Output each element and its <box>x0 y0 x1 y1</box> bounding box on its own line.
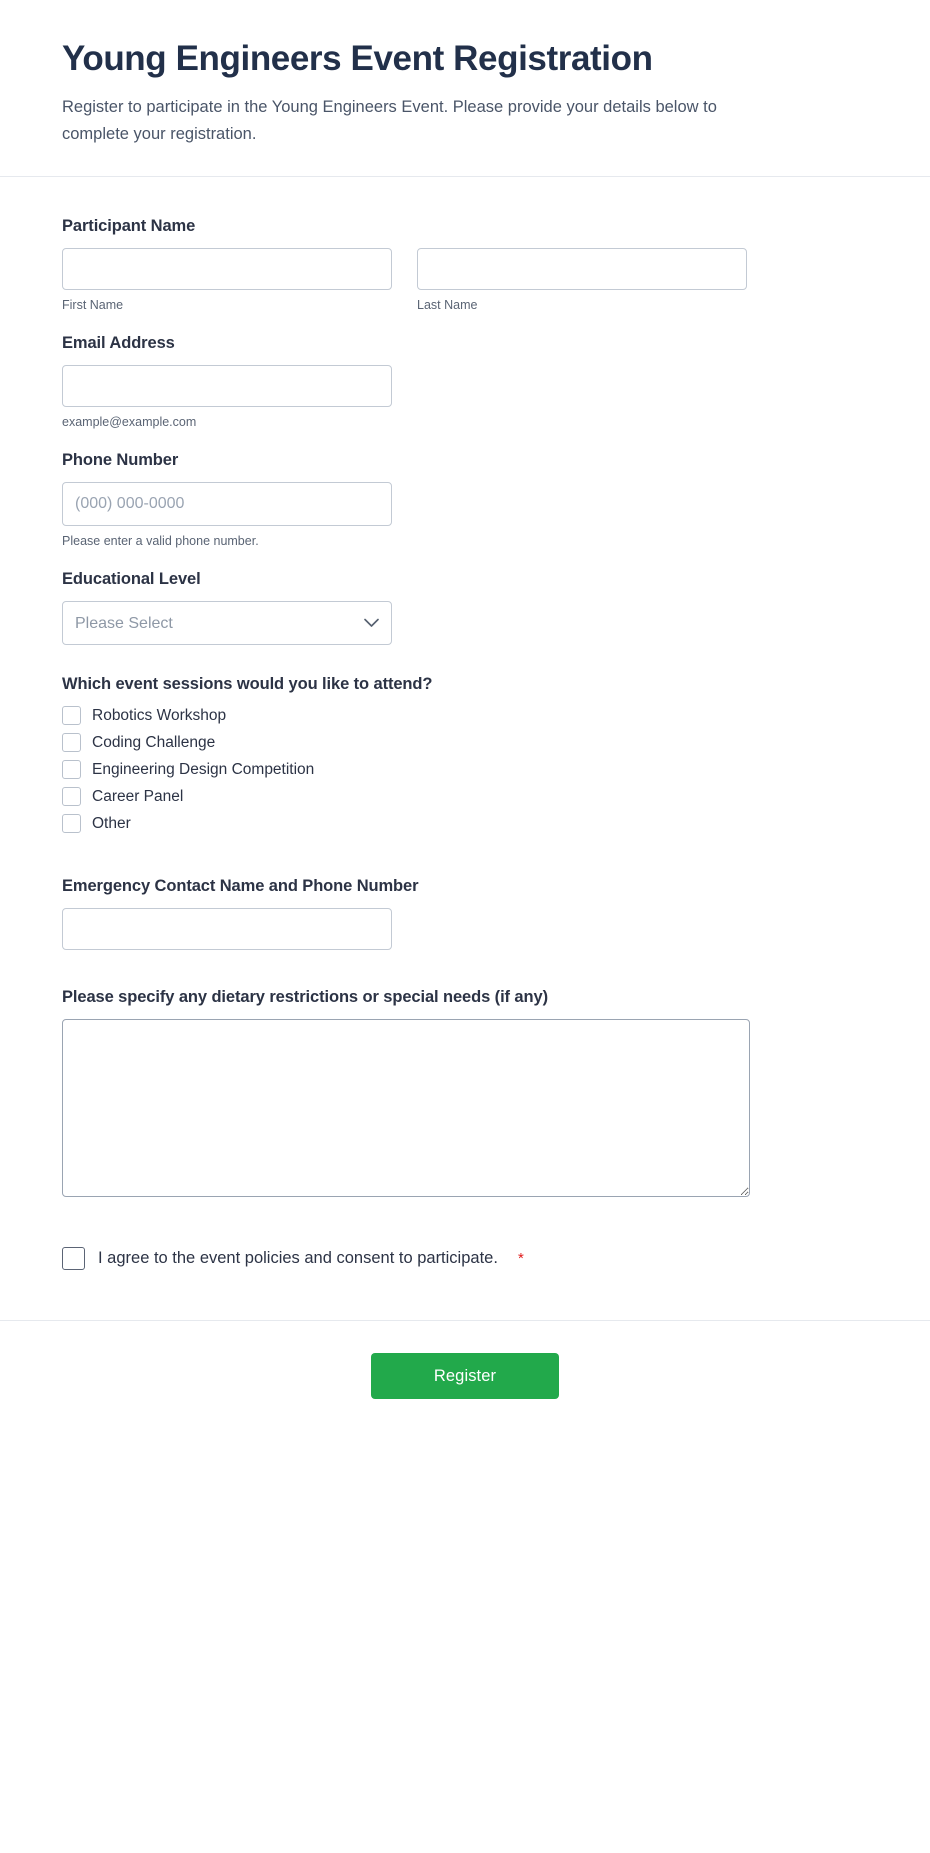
session-option-coding-challenge[interactable] <box>62 733 868 752</box>
dietary-restrictions-textarea[interactable] <box>62 1019 750 1197</box>
last-name-col <box>417 248 747 312</box>
emergency-contact-input[interactable] <box>62 908 392 950</box>
sessions-checkbox-group <box>62 706 868 833</box>
emergency-contact-label: Emergency Contact Name and Phone Number <box>62 877 419 896</box>
consent-checkbox-icon[interactable] <box>62 1247 85 1270</box>
session-option-engineering-design-competition[interactable] <box>62 760 868 779</box>
last-name-sublabel: Last Name <box>417 298 478 313</box>
consent-row[interactable] <box>62 1247 868 1270</box>
phone-label: Phone Number <box>62 451 179 470</box>
field-emergency-contact <box>62 877 868 958</box>
field-education-level <box>62 570 868 653</box>
first-name-sublabel: First Name <box>62 298 124 313</box>
field-phone <box>62 451 868 556</box>
checkbox-icon[interactable] <box>62 733 81 752</box>
field-email <box>62 334 868 437</box>
page-subtitle: Register to participate in the Young Engineers Event. Please provide your details below to complete your registration. <box>62 98 717 144</box>
session-option-label: Other <box>92 814 131 832</box>
session-option-label: Coding Challenge <box>92 733 216 751</box>
last-name-input[interactable] <box>417 248 747 290</box>
checkbox-icon[interactable] <box>62 706 81 725</box>
participant-name-label: Participant Name <box>62 217 196 236</box>
field-sessions <box>62 675 868 849</box>
session-option-label: Engineering Design Competition <box>92 760 315 778</box>
session-option-career-panel[interactable] <box>62 787 868 806</box>
page-title: Young Engineers Event Registration <box>62 39 653 78</box>
field-dietary-restrictions <box>62 988 868 1205</box>
dietary-restrictions-label: Please specify any dietary restrictions or special needs (if any) <box>62 988 548 1007</box>
education-level-select-wrap <box>62 601 392 645</box>
consent-label: I agree to the event policies and consent to participate. <box>98 1249 498 1268</box>
education-level-label: Educational Level <box>62 570 201 589</box>
field-participant-name <box>62 217 868 320</box>
phone-sublabel: Please enter a valid phone number. <box>62 534 259 549</box>
register-button[interactable]: Register <box>371 1353 559 1399</box>
session-option-label: Career Panel <box>92 787 184 805</box>
email-sublabel: example@example.com <box>62 415 197 430</box>
session-option-other[interactable] <box>62 814 868 833</box>
form-header <box>0 0 930 177</box>
session-option-label: Robotics Workshop <box>92 706 227 724</box>
required-marker: * <box>517 1250 524 1268</box>
first-name-input[interactable] <box>62 248 392 290</box>
phone-input[interactable] <box>62 482 392 526</box>
form-footer <box>0 1320 930 1439</box>
education-level-select[interactable] <box>62 601 392 645</box>
session-option-robotics-workshop[interactable] <box>62 706 868 725</box>
first-name-col <box>62 248 392 312</box>
form-body <box>0 177 930 1320</box>
sessions-label: Which event sessions would you like to attend? <box>62 675 433 694</box>
checkbox-icon[interactable] <box>62 814 81 833</box>
email-input[interactable] <box>62 365 392 407</box>
participant-name-row <box>62 248 868 312</box>
checkbox-icon[interactable] <box>62 787 81 806</box>
email-label: Email Address <box>62 334 175 353</box>
checkbox-icon[interactable] <box>62 760 81 779</box>
